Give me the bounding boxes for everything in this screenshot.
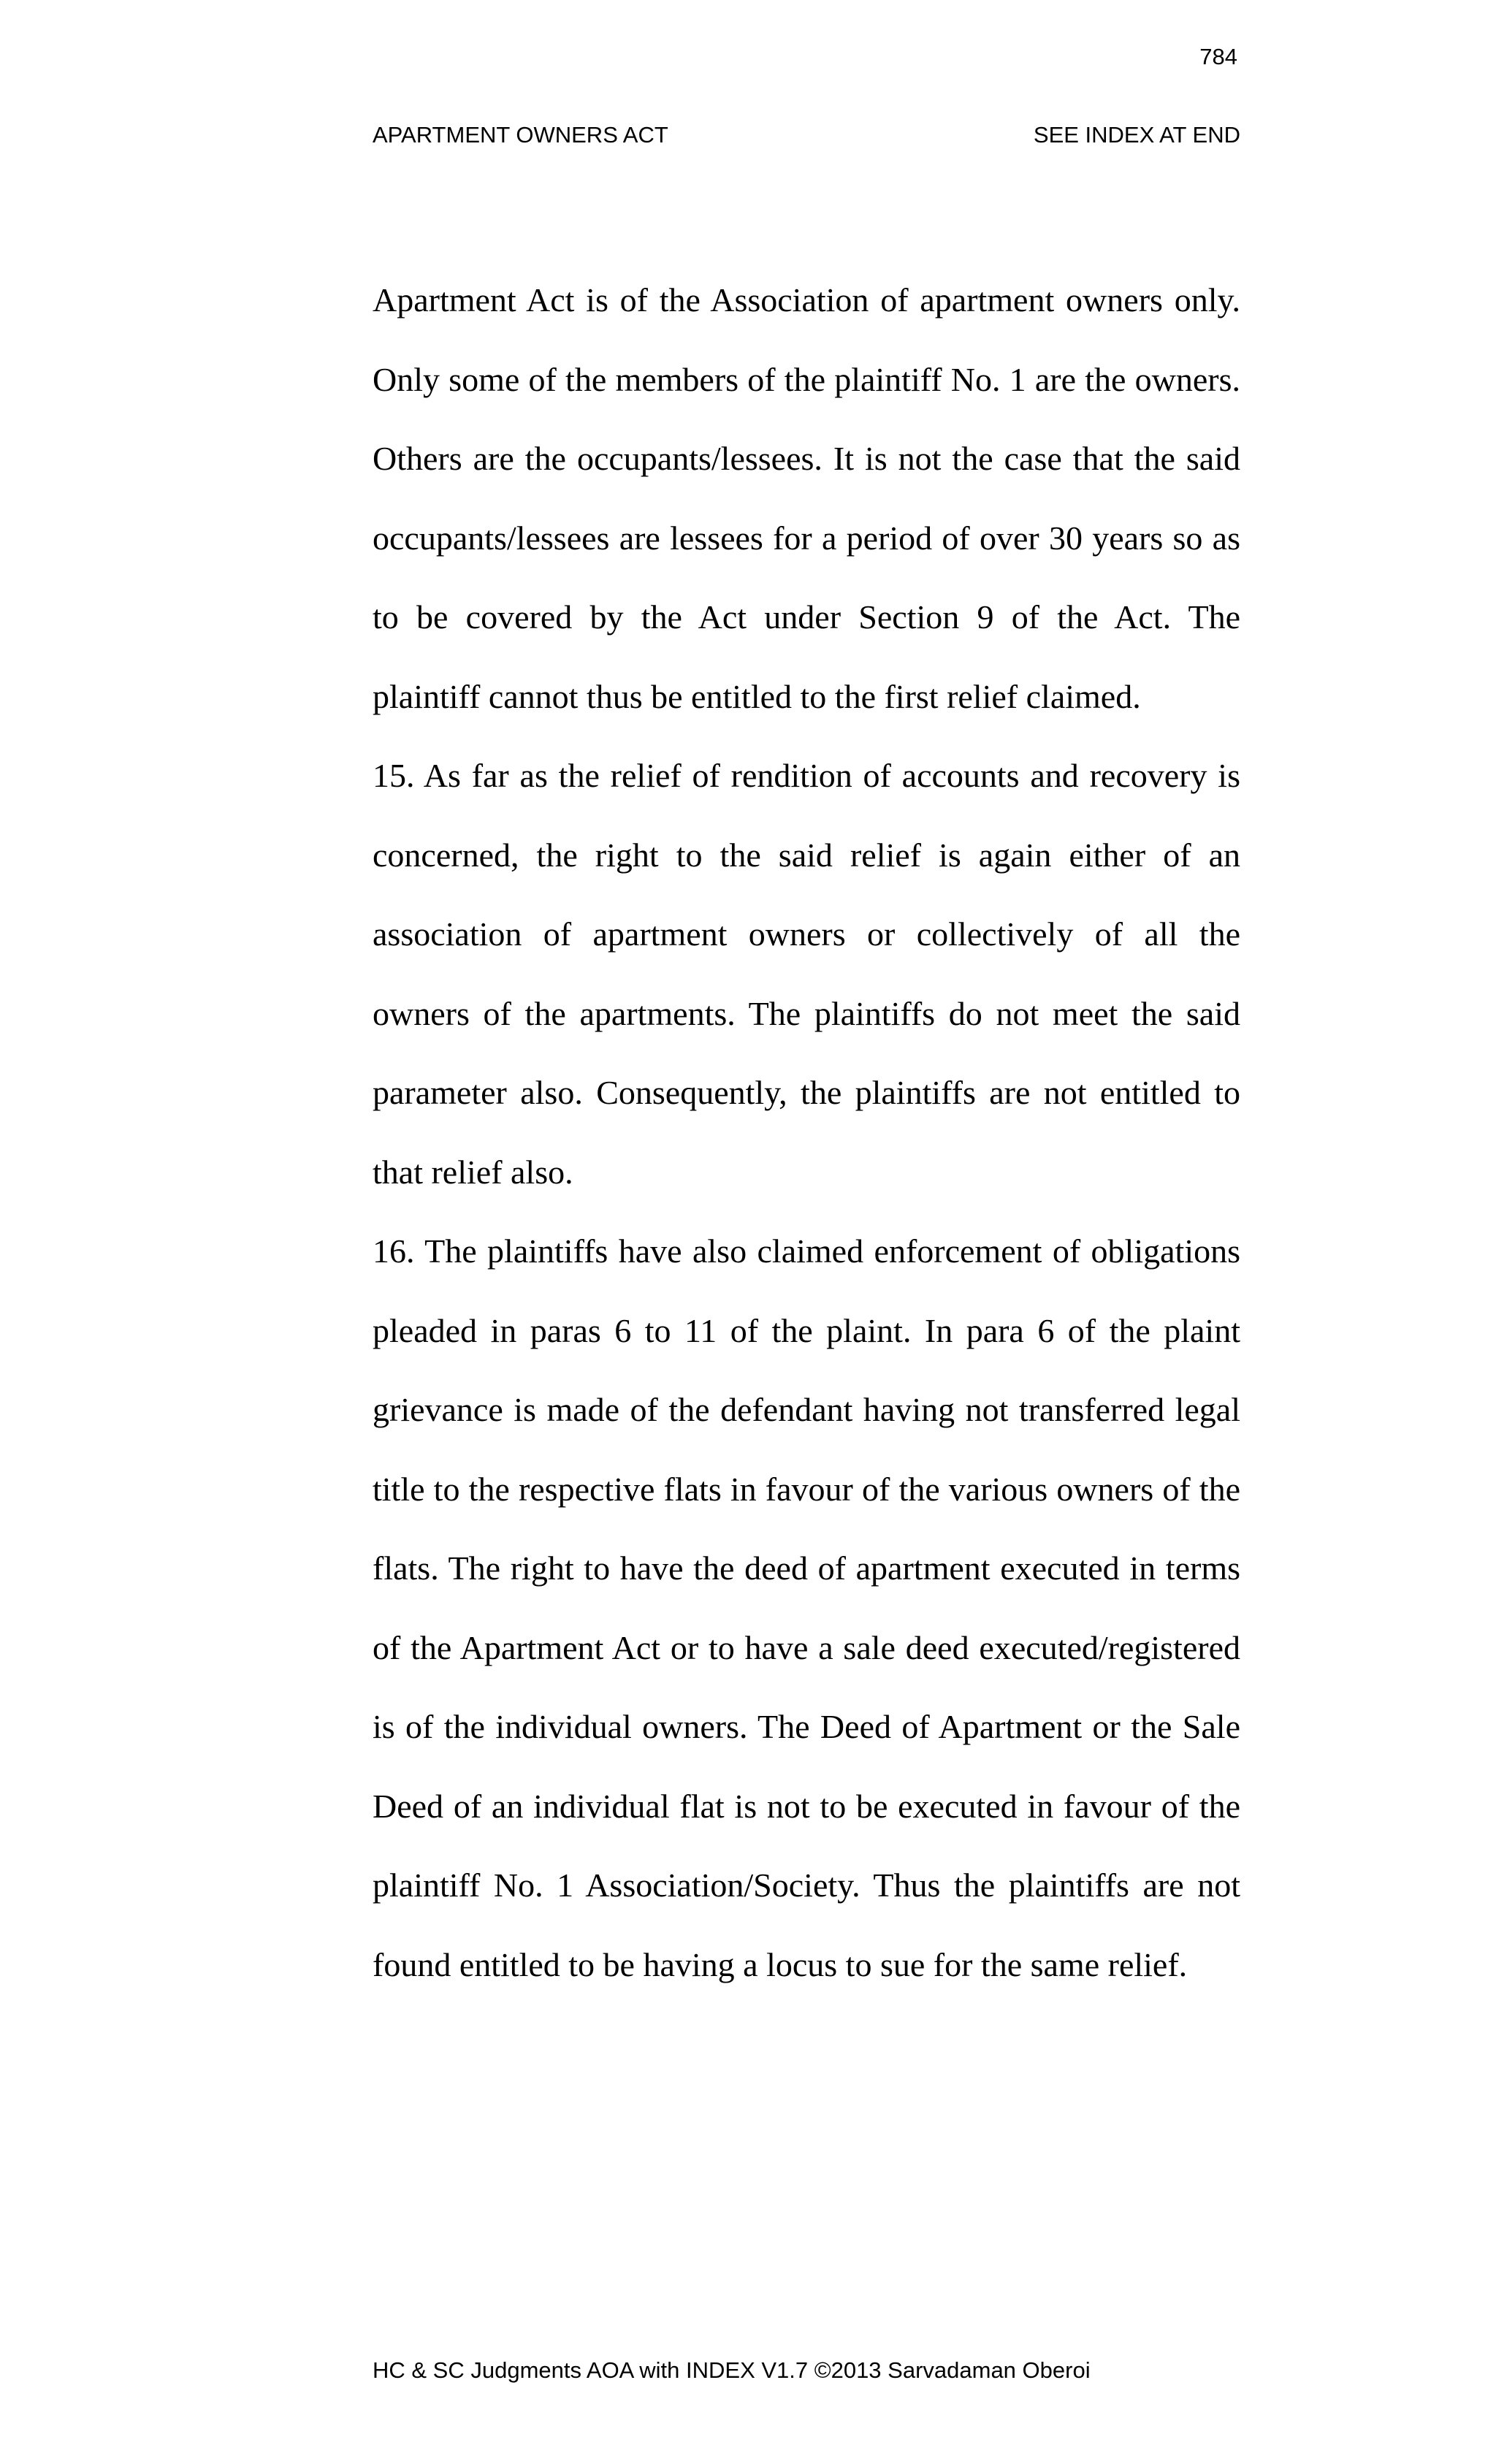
header-title: APARTMENT OWNERS ACT xyxy=(373,122,668,148)
header-index-note: SEE INDEX AT END xyxy=(1033,122,1240,148)
page-number: 784 xyxy=(1199,44,1237,69)
paragraph-continuation: Apartment Act is of the Association of apartment owners only. Only some of the members of the plaintiff No. 1 are the owners. Others are the occupants/lessees. It is not the case that the said occupants/lessees are lessees for a period of over 30 years so as to be covered by the Act under Section 9 of the Act. The plaintiff cannot thus be entitled to the first relief claimed. xyxy=(373,281,1240,715)
paragraph-15: 15. As far as the relief of rendition of accounts and recovery is concerned, the right to the said relief is again either of an association of apartment owners or collectively of all the owners of the apartments. The plaintiffs do not meet the said parameter also. Consequently, the plaintiffs are not entitled to that relief also. xyxy=(373,757,1240,1191)
paragraph-16: 16. The plaintiffs have also claimed enforcement of obligations pleaded in paras 6 to 11 of the plaint. In para 6 of the plaint grievance is made of the defendant having not transferred legal title to the respective flats in favour of the various owners of the flats. The right to have the deed of apartment executed in terms of the Apartment Act or to have a sale deed executed/registered is of the individual owners. The Deed of Apartment or the Sale Deed of an individual flat is not to be executed in favour of the plaintiff No. 1 Association/Society. Thus the plaintiffs are not found entitled to be having a locus to sue for the same relief. xyxy=(373,1232,1240,1983)
page-footer: HC & SC Judgments AOA with INDEX V1.7 ©2013 Sarvadaman Oberoi xyxy=(373,2357,1091,2383)
document-body xyxy=(373,261,1240,2005)
